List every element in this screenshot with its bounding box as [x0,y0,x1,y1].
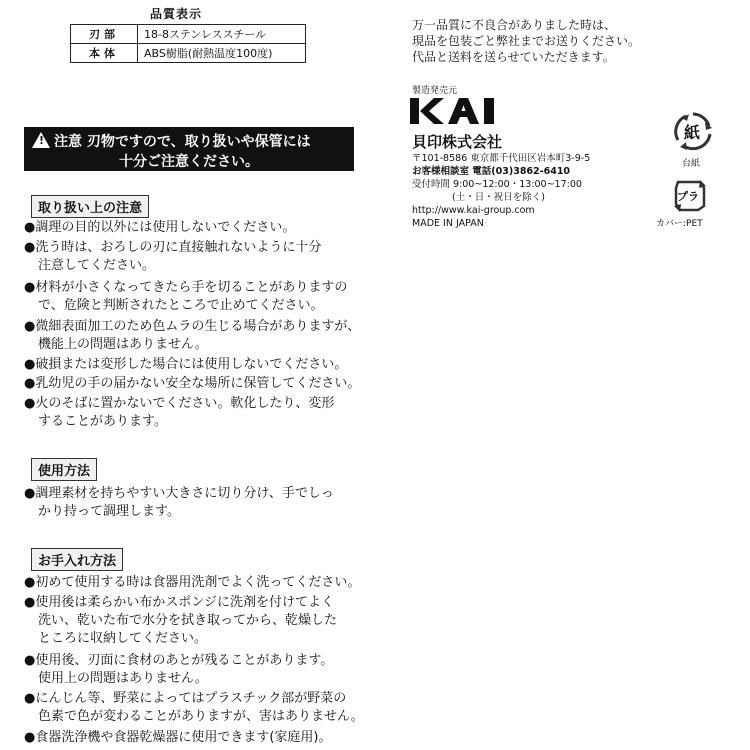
list-item-text: ●破損または変形した場合には使用しないでください。 [24,357,348,372]
handling-heading: 取り扱い上の注意 [31,195,149,218]
warning-icon [32,132,50,148]
plastic-recycle-icon [670,176,710,220]
made-in: MADE IN JAPAN [412,218,484,229]
caution-line-2: 十分ご注意ください。 [119,154,259,170]
list-item-text: 色素で色が変わることがありますが、害はありません。 [38,709,364,725]
list-item-text: 使用上の問題はありません。 [38,671,208,687]
list-item-text: ●微細表面加工のため色ムラの生じる場合がありますが、 [24,319,361,334]
list-item-text: ●材料が小さくなってきたら手を切ることがありますの [24,280,348,295]
list-item [24,729,364,747]
list-item-text: で、危険と判断されたところで止めてください。 [38,298,324,314]
list-item [24,219,364,237]
list-item [24,279,364,315]
care-heading: お手入れ方法 [31,548,123,571]
quality-value: 18-8ステンレススチール [138,25,306,44]
company-address: 〒101-8586 東京都千代田区岩本町3-9-5 [412,153,591,164]
table-row [71,25,306,44]
list-item-text: ●にんじん等、野菜によってはプラスチック部が野菜の [24,691,347,706]
list-item-text: ところに収納してください。 [38,631,208,647]
list-item [24,594,364,649]
quality-table [70,24,306,63]
customer-consult: お客様相談室 電話(03)3862-6410 [412,166,571,177]
defect-notice-line: 代品と送料を送らせていただきます。 [412,50,615,64]
plastic-recycle-label: カバー:PET [656,219,703,229]
list-item-text: かり持って調理します。 [38,504,180,520]
list-item-text: ●洗う時は、おろしの刃に直接触れないように十分 [24,240,322,255]
list-item [24,485,364,521]
list-item-text: 注意してください。 [38,258,156,274]
list-item [24,574,364,592]
company-name: 貝印株式会社 [412,133,503,151]
list-item-text: ●食器洗浄機や食器乾燥器に使用できます(家庭用)。 [24,730,332,745]
list-item [24,690,364,726]
kai-logo [410,96,506,130]
list-item-text: ●初めて使用する時は食器用洗剤でよく洗ってください。 [24,575,361,590]
list-item [24,395,364,431]
usage-heading: 使用方法 [31,458,97,481]
caution-banner [24,127,354,171]
paper-mark-text: 紙 [684,123,701,142]
list-item [24,239,364,275]
quality-value: ABS樹脂(耐熱温度100度) [138,44,306,63]
list-item-text: 洗い、乾いた布で水分を拭き取ってから、乾燥した [38,613,338,629]
paper-recycle-label: 台紙 [682,159,701,169]
kai-logo-mark [410,96,506,126]
defect-notice-line: 現品を包装ごと弊社までお送りください。 [412,34,641,48]
list-item-text: ●使用後、刃面に食材のあとが残ることがあります。 [24,653,334,668]
list-item-text: することがあります。 [38,414,167,430]
table-row [71,44,306,63]
company-url: http://www.kai-group.com [412,205,535,216]
paper-recycle-icon [672,110,714,156]
list-item [24,318,364,354]
reception-hours: 受付時間 9:00~12:00・13:00~17:00 [412,179,582,190]
list-item-text: 機能上の問題はありません。 [38,337,208,353]
closed-days: (土・日・祝日を除く) [452,192,545,203]
caution-line-1: 注意 刃物ですので、取り扱いや保管には [54,134,311,150]
list-item-text: ●調理の目的以外には使用しないでください。 [24,220,296,235]
list-item-text: ●乳幼児の手の届かない安全な場所に保管してください。 [24,376,361,391]
defect-notice-line: 万一品質に不良合がありました時は、 [412,18,617,32]
list-item-text: ●使用後は柔らかい布かスポンジに洗剤を付けてよく [24,595,335,610]
list-item [24,356,364,374]
list-item [24,652,364,688]
quality-key: 本体 [71,44,138,63]
quality-key: 刃部 [71,25,138,44]
list-item [24,375,364,393]
plastic-mark-text: プラ [677,190,699,203]
quality-title: 品質表示 [150,7,203,21]
maker-label: 製造発売元 [412,86,458,96]
list-item-text: ●火のそばに置かないでください。軟化したり、変形 [24,396,335,411]
list-item-text: ●調理素材を持ちやすい大きさに切り分け、手でしっ [24,486,334,501]
